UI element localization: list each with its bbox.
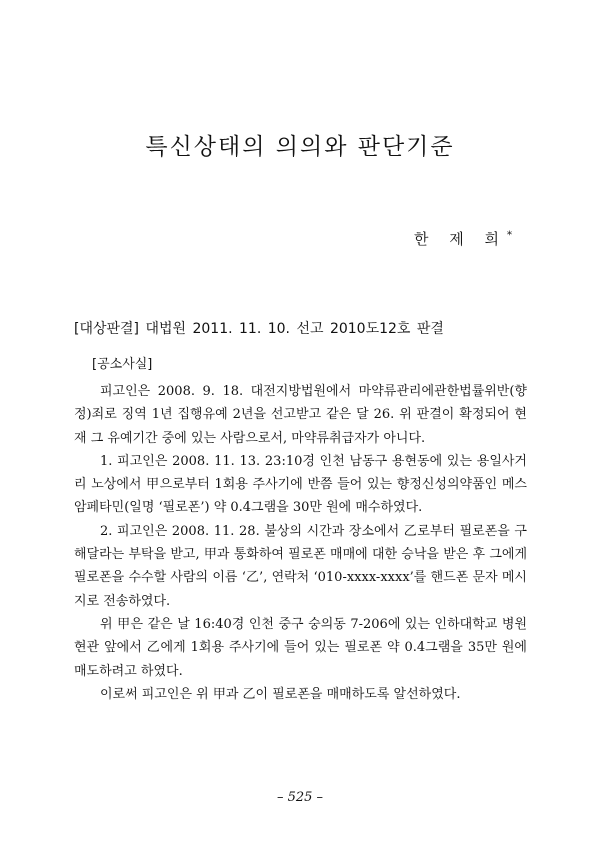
author-name: 한 제 희: [413, 230, 507, 248]
paragraph: 2. 피고인은 2008. 11. 28. 불상의 시간과 장소에서 乙로부터 필로폰을 구해달라는 부탁을 받고, 甲과 통화하여 필로폰 매매에 대한 승낙을 받은 후 그에게 필로폰을 수수할 사람의 이름 ‘乙’, 연락처 ‘010-xxxx-xxxx’를 핸드폰 문자 메시지로 전송하였다.: [74, 523, 527, 609]
paragraph: 위 甲은 같은 날 16:40경 인천 중구 숭의동 7-206에 있는 인하대학교 병원 현관 앞에서 乙에게 1회용 주사기에 들어 있는 필로폰 약 0.4그램을 35만 원에 매도하려고 하였다.: [74, 616, 527, 679]
page-number: – 525 –: [276, 790, 324, 805]
case-reference: [대상판결] 대법원 2011. 11. 10. 선고 2010도12호 판결: [74, 321, 444, 337]
paragraph: 이로써 피고인은 위 甲과 乙이 필로폰을 매매하도록 알선하였다.: [100, 686, 461, 702]
author-footnote-mark: *: [507, 230, 512, 241]
body-text: [74, 380, 527, 706]
paragraph: 피고인은 2008. 9. 18. 대전지방법원에서 마약류관리에관한법률위반(향정)죄로 징역 1년 집행유예 2년을 선고받고 같은 달 26. 위 판결이 확정되어 현재 그 유예기간 중에 있는 사람으로서, 마약류취급자가 아니다.: [74, 384, 527, 446]
article-title: 특신상태의 의의와 판단기준: [145, 134, 455, 160]
section-heading: [공소사실]: [92, 357, 153, 372]
author-line: [414, 228, 512, 249]
paragraph: 1. 피고인은 2008. 11. 13. 23:10경 인천 남동구 용현동에 있는 용일사거리 노상에서 甲으로부터 1회용 주사기에 반쯤 들어 있는 향정신성의약품인 메스암페타민(일명 ‘필로폰’) 약 0.4그램을 30만 원에 매수하였다.: [74, 453, 527, 516]
